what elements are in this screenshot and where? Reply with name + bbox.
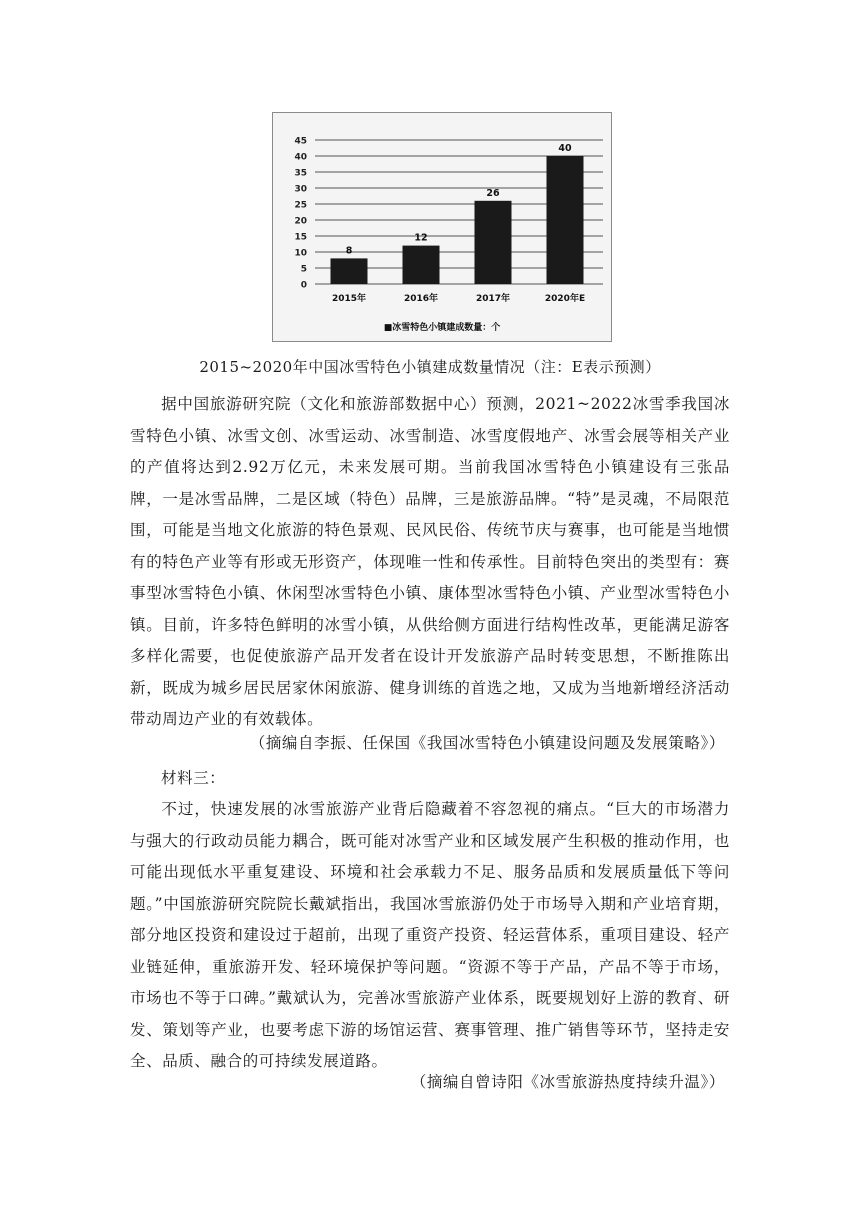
x-tick-label: 2020年E [544,294,586,304]
data-label: 26 [486,187,500,199]
article-paragraph-1: 据中国旅游研究院（文化和旅游部数据中心）预测，2021~2022冰雪季我国冰雪特色小镇、冰雪文创、冰雪运动、冰雪制造、冰雪度假地产、冰雪会展等相关产业的产值将达到2.92万亿元，未来发展可期。当前我国冰雪特色小镇建设有三张品牌，一是冰雪品牌，二是区域（特色）品牌，三是旅游品牌。“特”是灵魂，不局限范围，可能是当地文化旅游的特色景观、民风民俗、传统节庆与赛事，也可能是当地惯有的特色产业等有形或无形资产，体现唯一性和传承性。目前特色突出的类型有：赛事型冰雪特色小镇、休闲型冰雪特色小镇、康体型冰雪特色小镇、产业型冰雪特色小镇。目前，许多特色鲜明的冰雪小镇，从供给侧方面进行结构性改革，更能满足游客多样化需要，也促使旅游产品开发者在设计开发旅游产品时转变思想，不断推陈出新，既成为城乡居民居家休闲旅游、健身训练的首选之地，又成为当地新增经济活动带动周边产业的有效载体。 [130,395,730,728]
bar [403,246,440,284]
bar-chart-svg [273,113,611,341]
data-label: 12 [414,232,428,244]
y-tick-label: 0 [300,280,307,291]
x-tick-label: 2015年 [331,294,367,304]
y-tick-label: 15 [294,232,307,243]
y-tick-label: 40 [294,152,307,163]
chart-caption: 2015~2020年中国冰雪特色小镇建成数量情况（注：E表示预测） [199,358,661,376]
article-paragraph-2: 不过，快速发展的冰雪旅游产业背后隐藏着不容忽视的痛点。“巨大的市场潜力与强大的行政动员能力耦合，既可能对冰雪产业和区域发展产生积极的推动作用，也可能出现低水平重复建设、环境和社会承载力不足、服务品质和发展质量低下等问题。”中国旅游研究院院长戴斌指出，我国冰雪旅游仍处于市场导入期和产业培育期，部分地区投资和建设过于超前，出现了重资产投资、轻运营体系，重项目建设、轻产业链延伸，重旅游开发、轻环境保护等问题。“资源不等于产品，产品不等于市场，市场也不等于口碑。”戴斌认为，完善冰雪旅游产业体系，既要规划好上游的教育、研发、策划等产业，也要考虑下游的场馆运营、赛事管理、推广销售等环节，坚持走安全、品质、融合的可持续发展道路。 [130,800,730,1070]
source-citation-1: （摘编自李振、任保国《我国冰雪特色小镇建设问题及发展策略》） [249,734,725,752]
y-tick-label: 25 [294,200,307,211]
y-tick-label: 5 [300,264,307,275]
y-tick-label: 30 [294,184,307,195]
data-label: 8 [345,245,353,257]
bar [331,258,368,284]
x-tick-label: 2016年 [403,294,439,304]
bar [475,201,512,284]
y-tick-label: 10 [294,248,307,259]
y-tick-label: 35 [294,168,307,179]
x-tick-label: 2017年 [475,294,511,304]
bar [547,156,584,284]
material-3-heading: 材料三： [161,769,226,787]
data-label: 40 [558,143,572,154]
legend-label: ■冰雪特色小镇建成数量：个 [383,323,501,333]
bar-chart [272,112,612,342]
y-tick-label: 20 [294,216,307,227]
source-citation-2: （摘编自曾诗阳《冰雪旅游热度持续升温》） [410,1073,725,1091]
y-tick-label: 45 [294,136,307,147]
